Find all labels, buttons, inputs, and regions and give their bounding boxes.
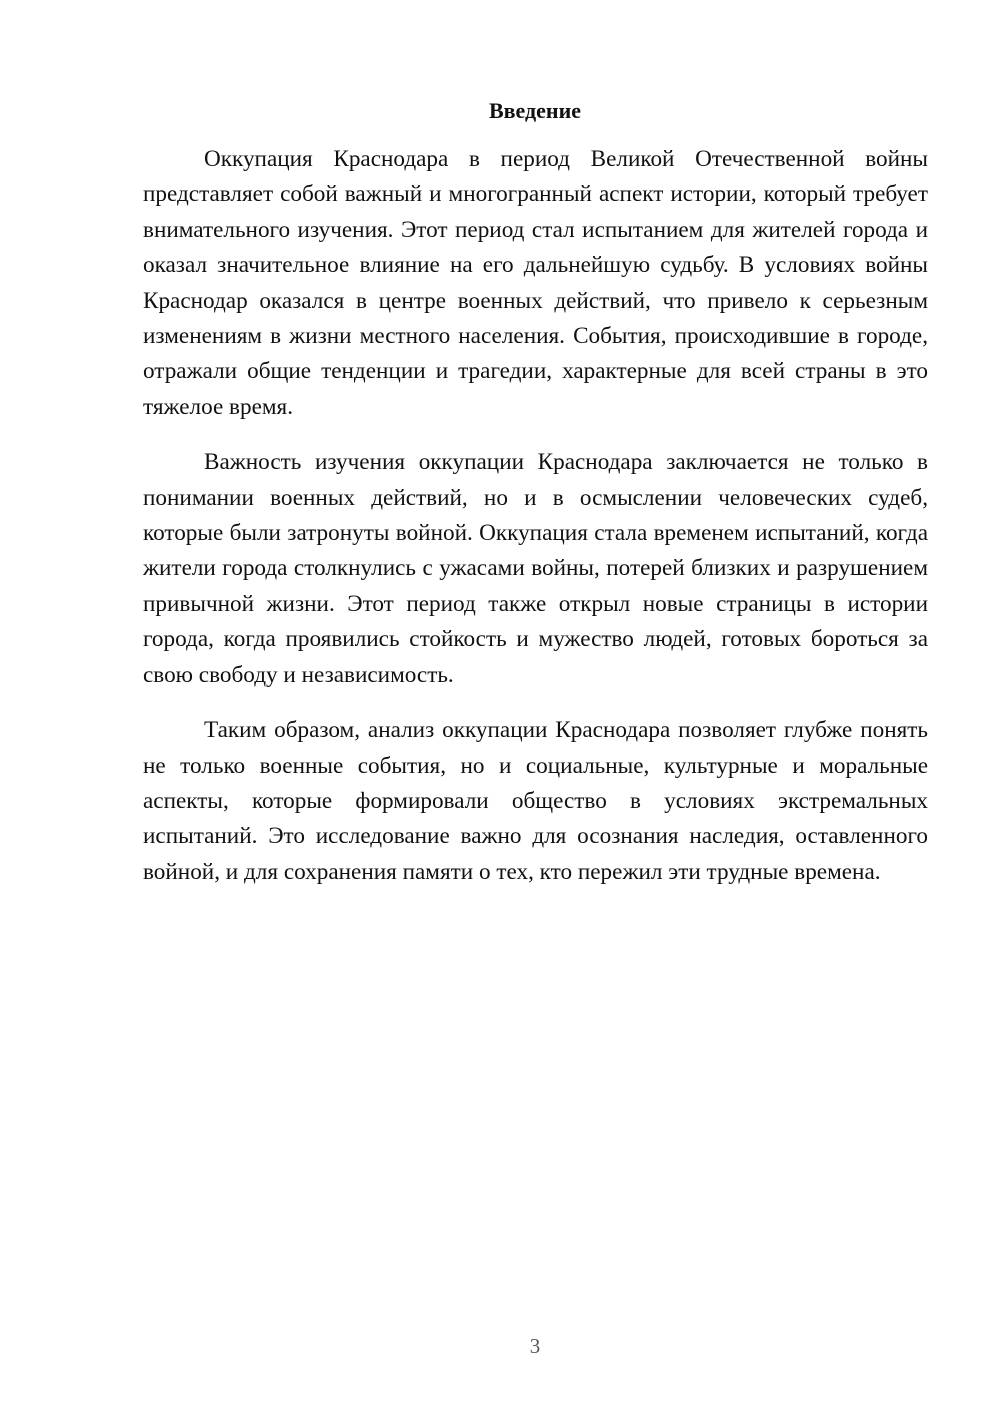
- page-number: 3: [529, 1334, 541, 1358]
- section-heading: Введение: [488, 98, 582, 123]
- body-text: [143, 142, 928, 910]
- paragraph: Таким образом, анализ оккупации Краснодара позволяет глубже понять не только военные события, но и социальные, культурные и моральные аспекты, которые формировали общество в условиях экстремальных испытаний. Это исследование важно для осознания наследия, оставленного войной, и для сохранения памяти о тех, кто пережил эти трудные времена.: [143, 717, 928, 885]
- paragraph: Важность изучения оккупации Краснодара заключается не только в понимании военных действий, но и в осмыслении человеческих судеб, которые были затронуты войной. Оккупация стала временем испытаний, когда жители города столкнулись с ужасами войны, потерей близких и разрушением привычной жизни. Этот период также открыл новые страницы в истории города, когда проявились стойкость и мужество людей, готовых бороться за свою свободу и независимость.: [143, 449, 928, 688]
- paragraph: Оккупация Краснодара в период Великой Отечественной войны представляет собой важный и многогранный аспект истории, который требует внимательного изучения. Этот период стал испытанием для жителей города и оказал значительное влияние на его дальнейшую судьбу. В условиях войны Краснодар оказался в центре военных действий, что привело к серьезным изменениям в жизни местного населения. События, происходившие в городе, отражали общие тенденции и трагедии, характерные для всей страны в это тяжелое время.: [143, 146, 928, 420]
